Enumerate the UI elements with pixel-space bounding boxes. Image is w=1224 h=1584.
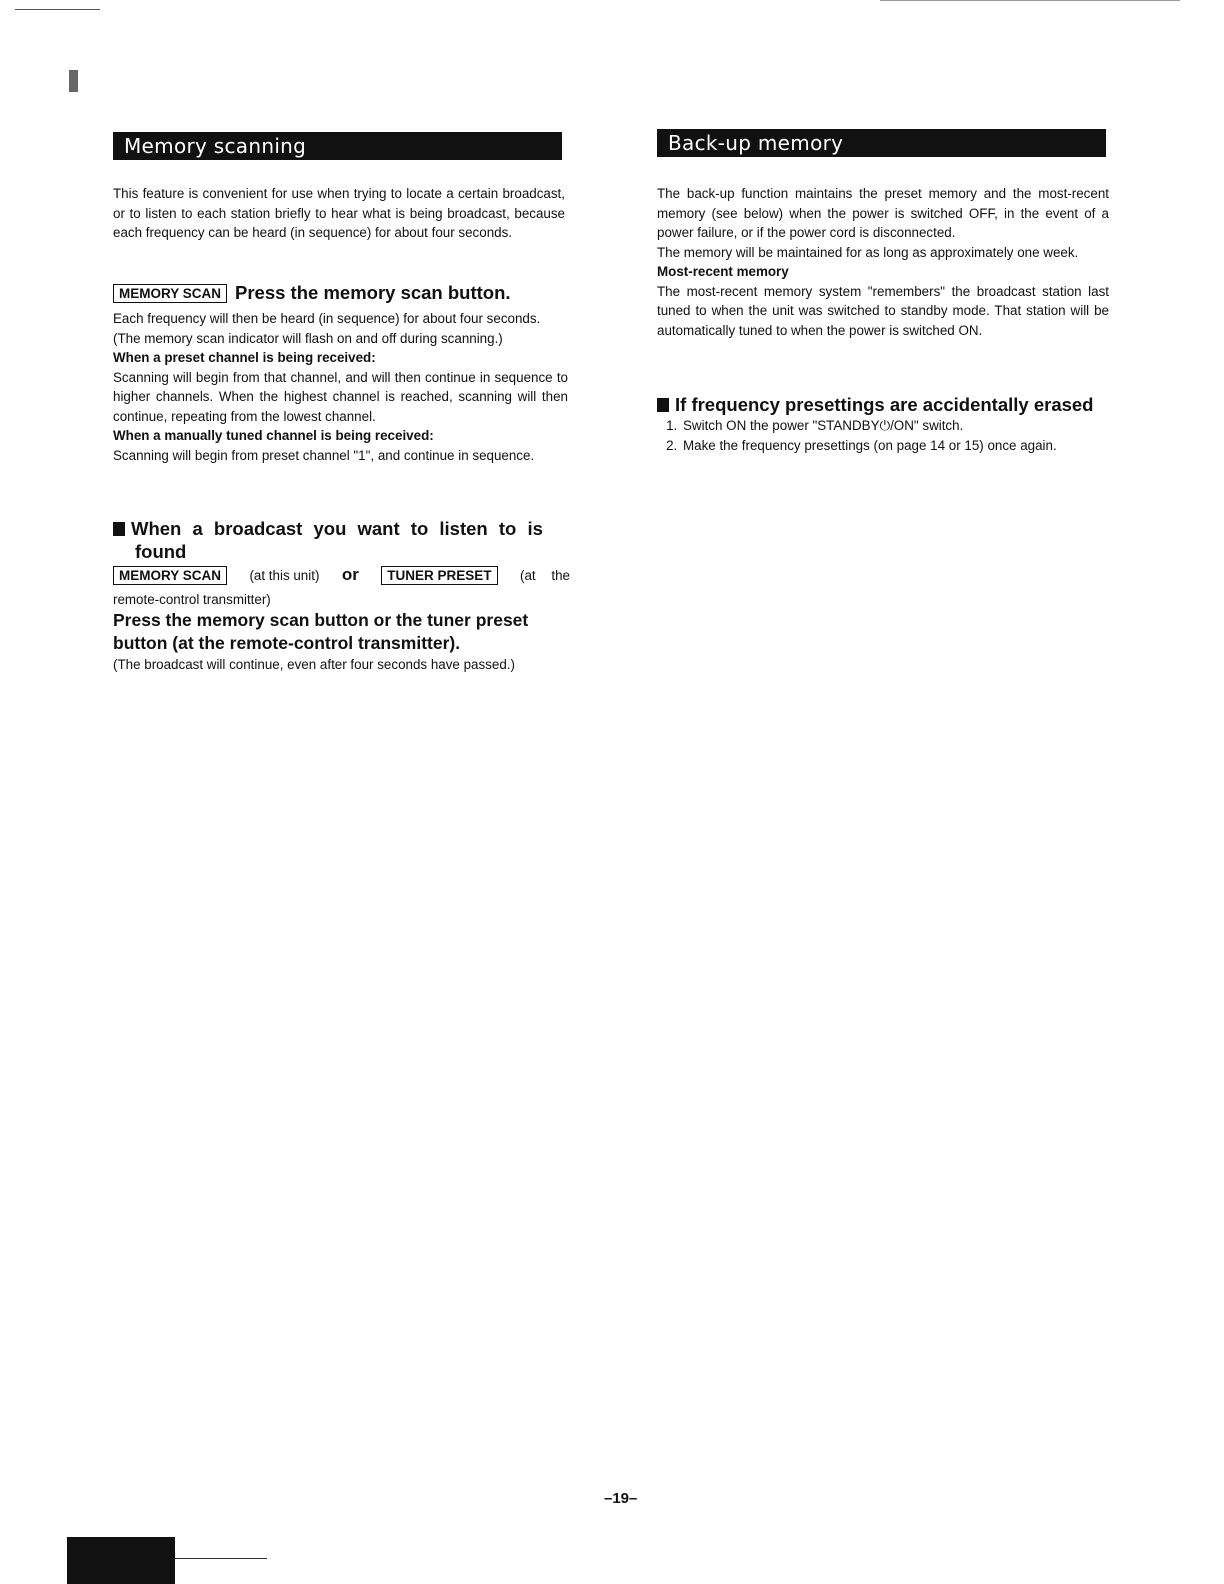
at-this-unit: (at this unit) [249, 567, 320, 583]
backup-intro-2: The memory will be maintained for as long as approximately one week. [657, 244, 1079, 260]
backup-memory-body [657, 184, 1109, 340]
step-text-1: Each frequency will then be heard (in sequence) for about four seconds. [113, 311, 541, 326]
scan-corner-block [67, 1537, 175, 1584]
backup-memory-heading: Back-up memory [657, 129, 1106, 157]
bullet-square-icon [113, 522, 125, 536]
scan-speck [69, 70, 78, 92]
memory-scan-step-body [113, 309, 568, 465]
preset-heading: When a preset channel is being received: [113, 350, 376, 365]
page-number: –19– [604, 1490, 638, 1507]
erased-step-2: 2. Make the frequency presettings (on page 14 or 15) once again. [681, 436, 1112, 456]
scan-rule-top-left [15, 9, 100, 10]
most-recent-heading: Most-recent memory [657, 264, 789, 279]
erased-title: If frequency presettings are accidentally erased [675, 394, 1094, 415]
erased-section-title [657, 393, 1112, 416]
memory-scan-key: MEMORY SCAN [113, 284, 227, 303]
scan-rule-top-right [880, 0, 1180, 1]
found-section-title [113, 517, 570, 563]
or-word: or [341, 565, 359, 584]
backup-intro-1: The back-up function maintains the preset memory and the most-recent memory (see below) when the power is switched OFF, in the event of a power failure, or if the power cord is disconnected. [657, 186, 1109, 240]
memory-scan-step [113, 282, 511, 304]
memory-scanning-intro: This feature is convenient for use when trying to locate a certain broadcast, or to listen to each station briefly to hear what is being broadcast, because each frequency can be heard (in sequence) for about four seconds. [113, 186, 565, 240]
most-recent-text: The most-recent memory system "remembers" the broadcast station last tuned to when the unit was switched to standby mode. That station will be automatically tuned to when the power is switched ON. [657, 283, 1109, 338]
found-instruction: Press the memory scan button or the tuner preset button (at the remote-control transmitter). [113, 610, 529, 653]
step-text-2: (The memory scan indicator will flash on and off during scanning.) [113, 330, 503, 346]
erased-step-1: 1. Switch ON the power "STANDBY⏻/ON" switch. [681, 416, 1112, 436]
bullet-square-icon [657, 398, 669, 412]
found-note: (The broadcast will continue, even after four seconds have passed.) [113, 657, 515, 672]
manual-heading: When a manually tuned channel is being received: [113, 428, 434, 443]
memory-scanning-heading: Memory scanning [113, 132, 562, 160]
manual-text: Scanning will begin from preset channel "1", and continue in sequence. [113, 447, 535, 463]
erased-steps [657, 416, 1112, 455]
scan-corner-line [175, 1558, 267, 1559]
found-key-row [113, 565, 570, 585]
remote-transmitter-note: remote-control transmitter) [113, 592, 271, 607]
memory-scan-key-2: MEMORY SCAN [113, 566, 227, 585]
preset-text: Scanning will begin from that channel, and will then continue in sequence to higher channels. When the highest channel is reached, scanning will then continue, repeating from the lowest channel. [113, 369, 568, 424]
tuner-preset-key: TUNER PRESET [381, 566, 497, 585]
memory-scan-step-title: Press the memory scan button. [235, 282, 511, 303]
found-title-line1: When a broadcast you want to listen to is [131, 518, 543, 539]
at-the: (at the [520, 567, 570, 583]
found-title-line2: found [135, 541, 187, 562]
